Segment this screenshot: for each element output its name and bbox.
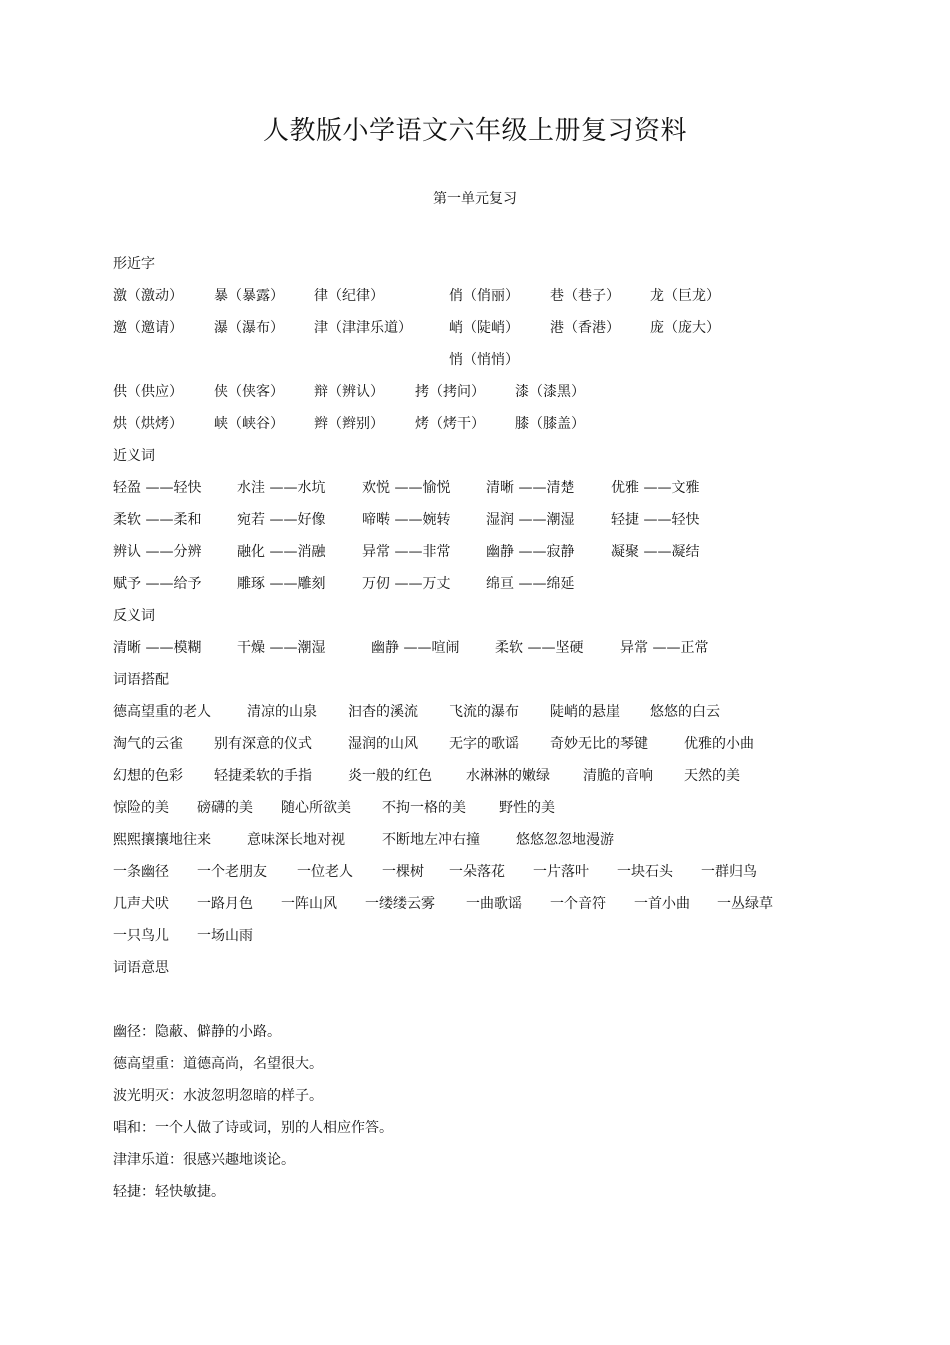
phrase: 悠悠的白云 [650, 704, 720, 720]
phrase: 天然的美 [684, 768, 740, 784]
word-pair: 幽静 ——喧闹 [371, 640, 460, 656]
word-pair: 欢悦 ——愉悦 [362, 480, 451, 496]
word-pair: 柔软 ——柔和 [113, 512, 202, 528]
heading-jinyici: 近义词 [113, 448, 155, 464]
word-pair: 邀（邀请） [113, 320, 183, 336]
phrase: 炎一般的红色 [348, 768, 432, 784]
phrase: 一曲歌谣 [466, 896, 522, 912]
phrase: 一首小曲 [634, 896, 690, 912]
phrase: 一朵落花 [449, 864, 505, 880]
phrase: 随心所欲美 [281, 800, 351, 816]
phrase: 一块石头 [617, 864, 673, 880]
phrase: 一棵树 [382, 864, 424, 880]
phrase: 水淋淋的嫩绿 [466, 768, 550, 784]
word-pair: 凝聚 ——凝结 [611, 544, 700, 560]
definition-item: 轻捷：轻快敏捷。 [113, 1184, 225, 1200]
phrase: 汩杳的溪流 [348, 704, 418, 720]
phrase: 湿润的山风 [348, 736, 418, 752]
word-pair: 柔软 ——坚硬 [495, 640, 584, 656]
page-title: 人教版小学语文六年级上册复习资料 [262, 116, 687, 146]
section-subtitle: 第一单元复习 [433, 191, 517, 207]
phrase: 不拘一格的美 [382, 800, 466, 816]
phrase: 无字的歌谣 [449, 736, 519, 752]
word-pair: 瀑（瀑布） [214, 320, 284, 336]
word-pair: 啼啭 ——婉转 [362, 512, 451, 528]
phrase: 意味深长地对视 [247, 832, 345, 848]
phrase: 一场山雨 [197, 928, 253, 944]
phrase: 一片落叶 [533, 864, 589, 880]
heading-xingjinzi: 形近字 [113, 256, 155, 272]
word-pair: 暴（暴露） [214, 288, 284, 304]
word-pair: 俏（俏丽） [449, 288, 519, 304]
word-pair: 绵亘 ——绵延 [486, 576, 575, 592]
word-pair: 优雅 ——文雅 [611, 480, 700, 496]
definition-item: 德高望重：道德高尚，名望很大。 [113, 1056, 323, 1072]
phrase: 优雅的小曲 [684, 736, 754, 752]
word-pair: 干燥 ——潮湿 [237, 640, 326, 656]
word-pair: 宛若 ——好像 [237, 512, 326, 528]
word-pair: 赋予 ——给予 [113, 576, 202, 592]
word-pair: 异常 ——正常 [620, 640, 709, 656]
phrase: 磅礴的美 [197, 800, 253, 816]
word-pair: 漆（漆黑） [515, 384, 585, 400]
word-pair: 轻捷 ——轻快 [611, 512, 700, 528]
word-pair: 激（激动） [113, 288, 183, 304]
word-pair: 辫（辫别） [314, 416, 384, 432]
word-pair: 港（香港） [550, 320, 620, 336]
word-pair: 津（津津乐道） [314, 320, 412, 336]
heading-yisi: 词语意思 [113, 960, 169, 976]
phrase: 一个老朋友 [197, 864, 267, 880]
phrase: 清脆的音响 [583, 768, 653, 784]
phrase: 德高望重的老人 [113, 704, 211, 720]
phrase: 野性的美 [499, 800, 555, 816]
phrase: 清凉的山泉 [247, 704, 317, 720]
phrase: 淘气的云雀 [113, 736, 183, 752]
word-pair: 水洼 ——水坑 [237, 480, 326, 496]
word-pair: 峭（陡峭） [449, 320, 519, 336]
word-pair: 峡（峡谷） [214, 416, 284, 432]
word-pair: 膝（膝盖） [515, 416, 585, 432]
phrase: 一个音符 [550, 896, 606, 912]
word-pair: 悄（悄悄） [449, 352, 519, 368]
phrase: 不断地左冲右撞 [382, 832, 480, 848]
phrase: 别有深意的仪式 [214, 736, 312, 752]
phrase: 一路月色 [197, 896, 253, 912]
word-pair: 巷（巷子） [550, 288, 620, 304]
phrase: 悠悠忽忽地漫游 [516, 832, 614, 848]
word-pair: 辨认 ——分辨 [113, 544, 202, 560]
word-pair: 雕琢 ——雕刻 [237, 576, 326, 592]
word-pair: 清晰 ——清楚 [486, 480, 575, 496]
word-pair: 轻盈 ——轻快 [113, 480, 202, 496]
phrase: 一条幽径 [113, 864, 169, 880]
word-pair: 庞（庞大） [650, 320, 720, 336]
phrase: 陡峭的悬崖 [550, 704, 620, 720]
phrase: 奇妙无比的琴键 [550, 736, 648, 752]
definition-item: 唱和：一个人做了诗或词，别的人相应作答。 [113, 1120, 393, 1136]
word-pair: 烘（烘烤） [113, 416, 183, 432]
word-pair: 律（纪律） [314, 288, 384, 304]
word-pair: 异常 ——非常 [362, 544, 451, 560]
phrase: 熙熙攘攘地往来 [113, 832, 211, 848]
definition-item: 津津乐道：很感兴趣地谈论。 [113, 1152, 295, 1168]
phrase: 飞流的瀑布 [449, 704, 519, 720]
definition-item: 波光明灭：水波忽明忽暗的样子。 [113, 1088, 323, 1104]
word-pair: 清晰 ——模糊 [113, 640, 202, 656]
phrase: 一位老人 [297, 864, 353, 880]
word-pair: 侠（侠客） [214, 384, 284, 400]
phrase: 一只鸟儿 [113, 928, 169, 944]
phrase: 惊险的美 [113, 800, 169, 816]
definition-item: 幽径：隐蔽、僻静的小路。 [113, 1024, 281, 1040]
word-pair: 拷（拷问） [415, 384, 485, 400]
heading-dapei: 词语搭配 [113, 672, 169, 688]
word-pair: 湿润 ——潮湿 [486, 512, 575, 528]
phrase: 一缕缕云雾 [365, 896, 435, 912]
word-pair: 辩（辨认） [314, 384, 384, 400]
heading-fanyici: 反义词 [113, 608, 155, 624]
word-pair: 万仞 ——万丈 [362, 576, 451, 592]
phrase: 轻捷柔软的手指 [214, 768, 312, 784]
phrase: 幻想的色彩 [113, 768, 183, 784]
phrase: 一丛绿草 [717, 896, 773, 912]
phrase: 一阵山风 [281, 896, 337, 912]
phrase: 一群归鸟 [701, 864, 757, 880]
word-pair: 烤（烤干） [415, 416, 485, 432]
word-pair: 供（供应） [113, 384, 183, 400]
phrase: 几声犬吠 [113, 896, 169, 912]
word-pair: 融化 ——消融 [237, 544, 326, 560]
word-pair: 龙（巨龙） [650, 288, 720, 304]
word-pair: 幽静 ——寂静 [486, 544, 575, 560]
